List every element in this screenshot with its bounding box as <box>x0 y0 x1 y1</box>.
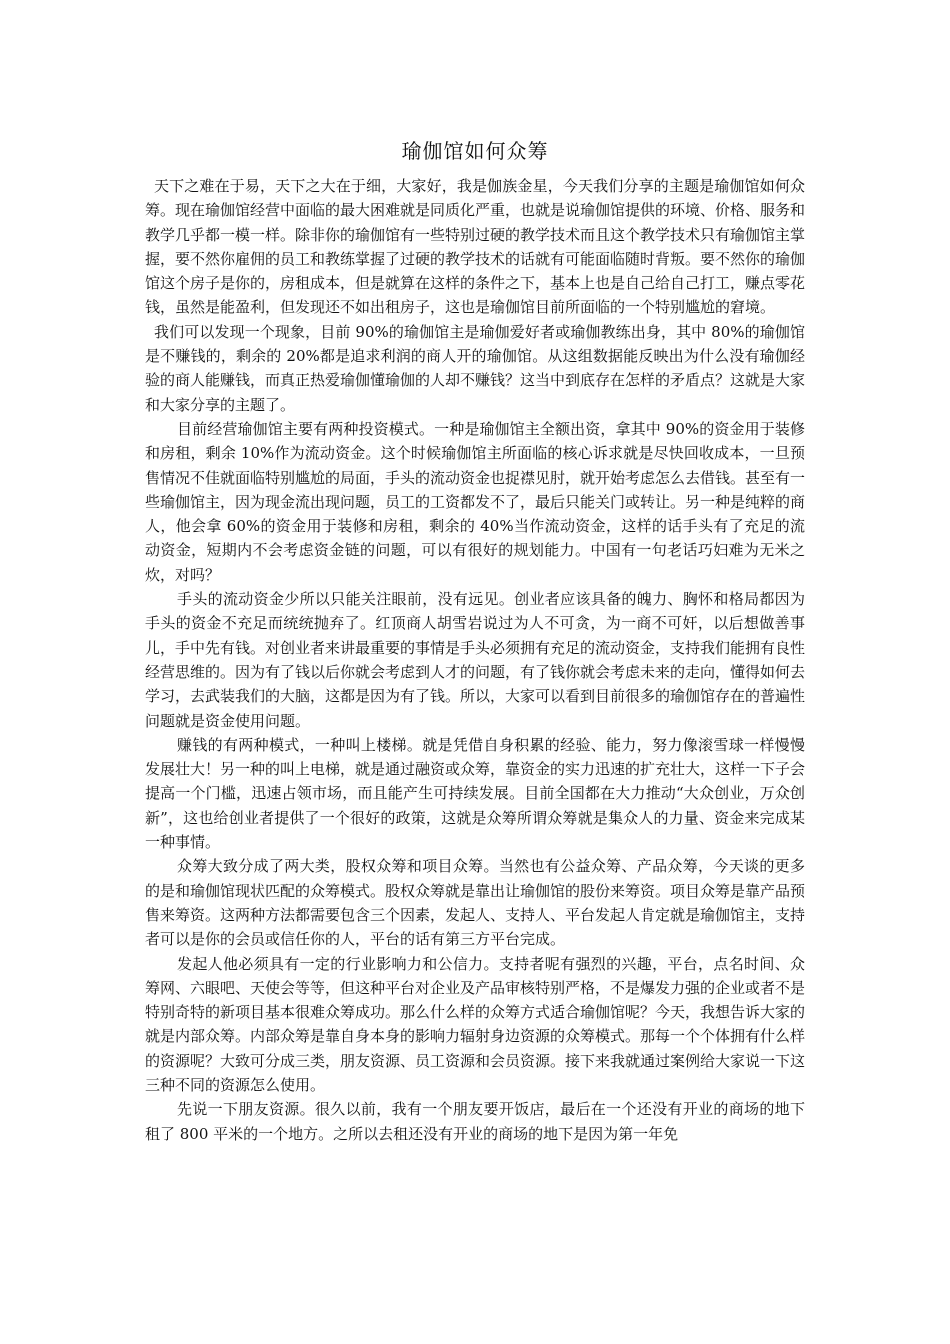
paragraph-investment-models: 目前经营瑜伽馆主要有两种投资模式。一种是瑜伽馆主全额出资，拿其中 90%的资金用于装修和房租，剩余 10%作为流动资金。这个时候瑜伽馆主所面临的核心诉求就是尽快回收成本，一旦预售情况不佳就面临特别尴尬的局面，手头的流动资金也捉襟见肘，就开始考虑怎么去借钱。甚至有一些瑜伽馆主，因为现金流出现问题，员工的工资都发不了，最后只能关门或转让。另一种是纯粹的商人，他会拿 60%的资金用于装修和房租，剩余的 40%当作流动资金，这样的话手头有了充足的流动资金，短期内不会考虑资金链的问题，可以有很好的规划能力。中国有一句老话巧妇难为无米之炊，对吗？ <box>145 419 806 584</box>
paragraph-intro: 天下之难在于易，天下之大在于细，大家好，我是伽族金星，今天我们分享的主题是瑜伽馆如何众筹。现在瑜伽馆经营中面临的最大困难就是同质化严重，也就是说瑜伽馆提供的环境、价格、服务和教学几乎都一模一样。除非你的瑜伽馆有一些特别过硬的教学技术而且这个教学技术只有瑜伽馆主掌握，要不然你雇佣的员工和教练掌握了过硬的教学技术的话就有可能面临随时背叛。要不然你的瑜伽馆这个房子是你的，房租成本，但是就算在这样的条件之下，基本上也是自己给自己打工，赚点零花钱，虽然是能盈利，但发现还不如出租房子，这也是瑜伽馆目前所面临的一个特别尴尬的窘境。 <box>145 177 806 317</box>
paragraph-cash-flow: 手头的流动资金少所以只能关注眼前，没有远见。创业者应该具备的魄力、胸怀和格局都因为手头的资金不充足而统统抛弃了。红顶商人胡雪岩说过为人不可贪，为一商不可奸，以后想做善事儿，手中先有钱。对创业者来讲最重要的事情是手头必须拥有充足的流动资金，支持我们能拥有良性经营思维的。因为有了钱以后你就会考虑到人才的问题，有了钱你就会考虑未来的走向，懂得如何去学习，去武装我们的大脑，这都是因为有了钱。所以，大家可以看到目前很多的瑜伽馆存在的普遍性问题就是资金使用问题。 <box>145 590 806 730</box>
paragraph-crowdfunding-types: 众筹大致分成了两大类，股权众筹和项目众筹。当然也有公益众筹、产品众筹，今天谈的更多的是和瑜伽馆现状匹配的众筹模式。股权众筹就是靠出让瑜伽馆的股份来筹资。项目众筹是靠产品预售来筹资。这两种方法都需要包含三个因素，发起人、支持人、平台发起人肯定就是瑜伽馆主，支持者可以是你的会员或信任你的人，平台的话有第三方平台完成。 <box>145 857 806 949</box>
paragraph-initiator: 发起人他必须具有一定的行业影响力和公信力。支持者呢有强烈的兴趣，平台，点名时间、众筹网、六眼吧、天使会等等，但这种平台对企业及产品审核特别严格，不是爆发力强的企业或者不是特别奇特的新项目基本很难众筹成功。那么什么样的众筹方式适合瑜伽馆呢？今天，我想告诉大家的就是内部众筹。内部众筹是靠自身本身的影响力辐射身边资源的众筹模式。那每一个个体拥有什么样的资源呢？大致可分成三类，朋友资源、员工资源和会员资源。接下来我就通过案例给大家说一下这三种不同的资源怎么使用。 <box>145 954 806 1094</box>
paragraph-phenomenon: 我们可以发现一个现象，目前 90%的瑜伽馆主是瑜伽爱好者或瑜伽教练出身，其中 80%的瑜伽馆是不赚钱的，剩余的 20%都是追求利润的商人开的瑜伽馆。从这组数据能反映出为什么没有瑜伽经验的商人能赚钱，而真正热爱瑜伽懂瑜伽的人却不赚钱？这当中到底存在怎样的矛盾点？这就是大家和大家分享的主题了。 <box>145 322 806 414</box>
paragraph-friend-resources: 先说一下朋友资源。很久以前，我有一个朋友要开饭店，最后在一个还没有开业的商场的地下租了 800 平米的一个地方。之所以去租还没有开业的商场的地下是因为第一年免 <box>145 1100 805 1143</box>
paragraph-money-modes: 赚钱的有两种模式，一种叫上楼梯。就是凭借自身积累的经验、能力，努力像滚雪球一样慢慢发展壮大！另一种的叫上电梯，就是通过融资或众筹，靠资金的实力迅速的扩充壮大，这样一下子会提高一个门槛，迅速占领市场，而且能产生可持续发展。目前全国都在大力推动“大众创业，万众创新”，这也给创业者提供了一个很好的政策，这就是众筹所谓众筹就是集众人的力量、资金来完成某一种事情。 <box>145 735 806 852</box>
document-page <box>145 136 805 1146</box>
document-title: 瑜伽馆如何众筹 <box>401 139 549 163</box>
